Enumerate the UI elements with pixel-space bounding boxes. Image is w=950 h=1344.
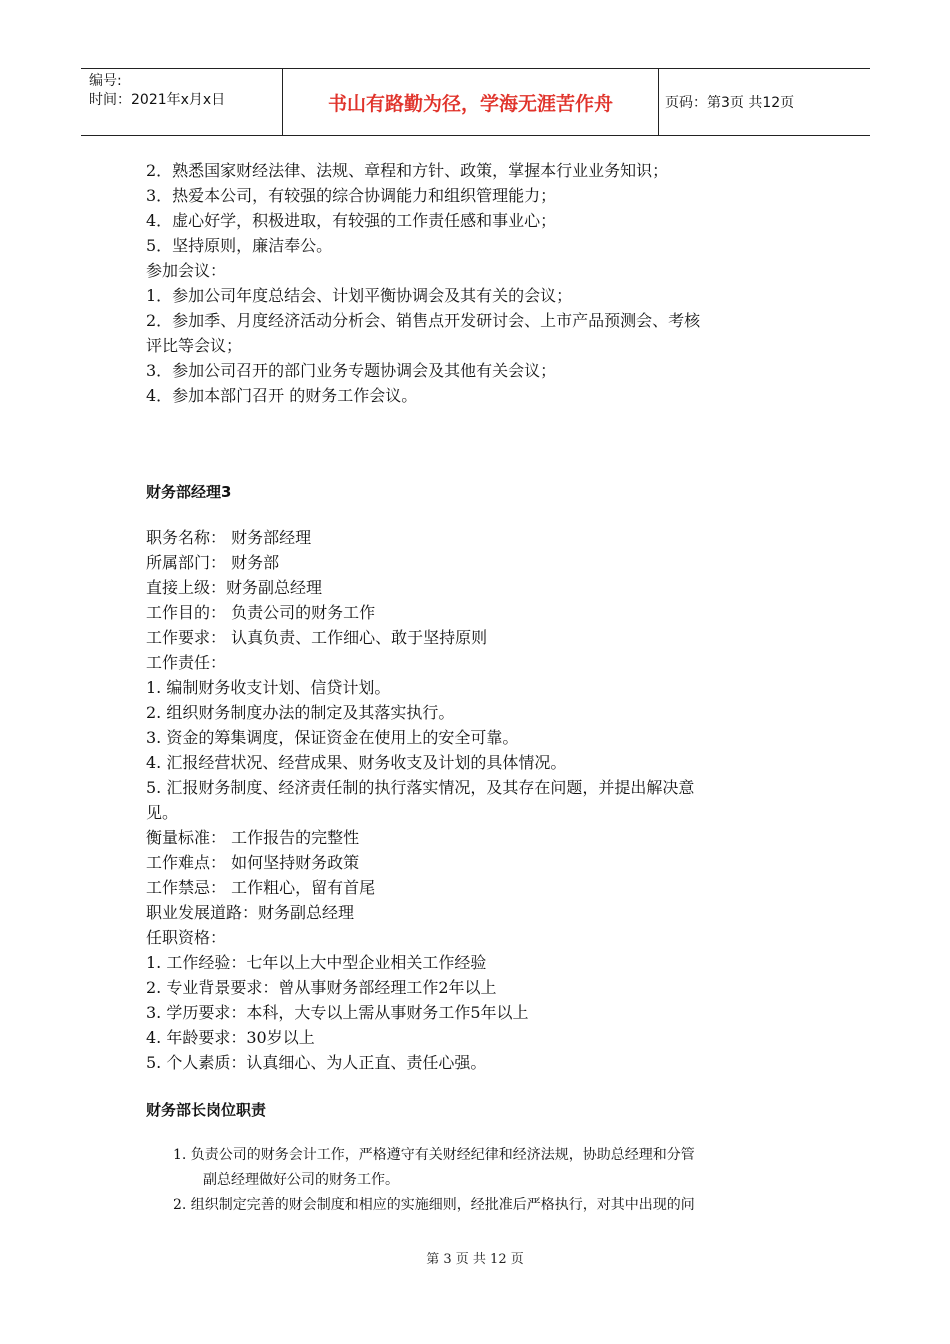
body-line: 见。	[146, 803, 179, 822]
body-line: 工作禁忌： 工作粗心，留有首尾	[146, 878, 376, 897]
body-line: 4．参加本部门召开 的财务工作会议。	[146, 386, 418, 405]
header-table	[81, 68, 870, 136]
page-footer: 第 3 页 共 12 页	[426, 1252, 524, 1267]
body-line: 工作目的： 负责公司的财务工作	[146, 603, 376, 622]
body-line: 2. 专业背景要求：曾从事财务部经理工作2年以上	[146, 978, 497, 997]
body-line: 所属部门： 财务部	[146, 553, 280, 572]
body-line: 评比等会议；	[146, 336, 243, 355]
body-line: 1. 编制财务收支计划、信贷计划。	[146, 678, 391, 697]
body-line: 3. 资金的筹集调度，保证资金在使用上的安全可靠。	[146, 728, 519, 747]
body-line: 4. 年龄要求：30岁以上	[146, 1028, 315, 1047]
section-heading: 财务部长岗位职责	[146, 1101, 267, 1119]
body-line: 3. 学历要求：本科，大专以上需从事财务工作5年以上	[146, 1003, 529, 1022]
body-line: 2. 组织财务制度办法的制定及其落实执行。	[146, 703, 455, 722]
body-line: 直接上级：财务副总经理	[146, 578, 323, 597]
body-line: 职业发展道路：财务副总经理	[146, 903, 355, 922]
body-line: 2．参加季、月度经济活动分析会、销售点开发研讨会、上市产品预测会、考核	[146, 311, 701, 330]
body-line: 2. 组织制定完善的财会制度和相应的实施细则，经批准后严格执行，对其中出现的问	[173, 1197, 695, 1213]
body-line: 5. 汇报财务制度、经济责任制的执行落实情况，及其存在问题，并提出解决意	[146, 778, 695, 797]
body-line: 工作责任：	[146, 653, 227, 672]
body-line: 职务名称： 财务部经理	[146, 528, 312, 547]
body-line: 5. 个人素质：认真细心、为人正直、责任心强。	[146, 1053, 487, 1072]
body-line: 1．参加公司年度总结会、计划平衡协调会及其有关的会议；	[146, 286, 573, 305]
body-line: 3．热爱本公司，有较强的综合协调能力和组织管理能力；	[146, 186, 557, 205]
body-line: 4. 汇报经营状况、经营成果、财务收支及计划的具体情况。	[146, 753, 567, 772]
body-line: 3．参加公司召开的部门业务专题协调会及其他有关会议；	[146, 361, 557, 380]
body-line: 任职资格：	[146, 928, 227, 947]
date-label: 时间：2021年x月x日	[89, 92, 226, 108]
body-line: 工作要求： 认真负责、工作细心、敢于坚持原则	[146, 628, 488, 647]
page-info: 页码：第3页 共12页	[665, 95, 795, 111]
body-line: 工作难点： 如何坚持财务政策	[146, 853, 360, 872]
body-line: 副总经理做好公司的财务工作。	[203, 1172, 399, 1188]
section-heading: 财务部经理3	[146, 483, 232, 501]
body-line: 1. 工作经验：七年以上大中型企业相关工作经验	[146, 953, 487, 972]
number-label: 编号:	[89, 73, 122, 89]
motto: 书山有路勤为径，学海无涯苦作舟	[283, 69, 659, 135]
body-line: 5．坚持原则，廉洁奉公。	[146, 236, 333, 255]
body-line: 参加会议：	[146, 261, 227, 280]
body-line: 衡量标准： 工作报告的完整性	[146, 828, 360, 847]
header-left-cell	[81, 69, 283, 135]
body-line: 2．熟悉国家财经法律、法规、章程和方针、政策，掌握本行业业务知识；	[146, 161, 669, 180]
body-line: 4．虚心好学，积极进取，有较强的工作责任感和事业心；	[146, 211, 557, 230]
body-line: 1. 负责公司的财务会计工作，严格遵守有关财经纪律和经济法规，协助总经理和分管	[173, 1147, 695, 1163]
